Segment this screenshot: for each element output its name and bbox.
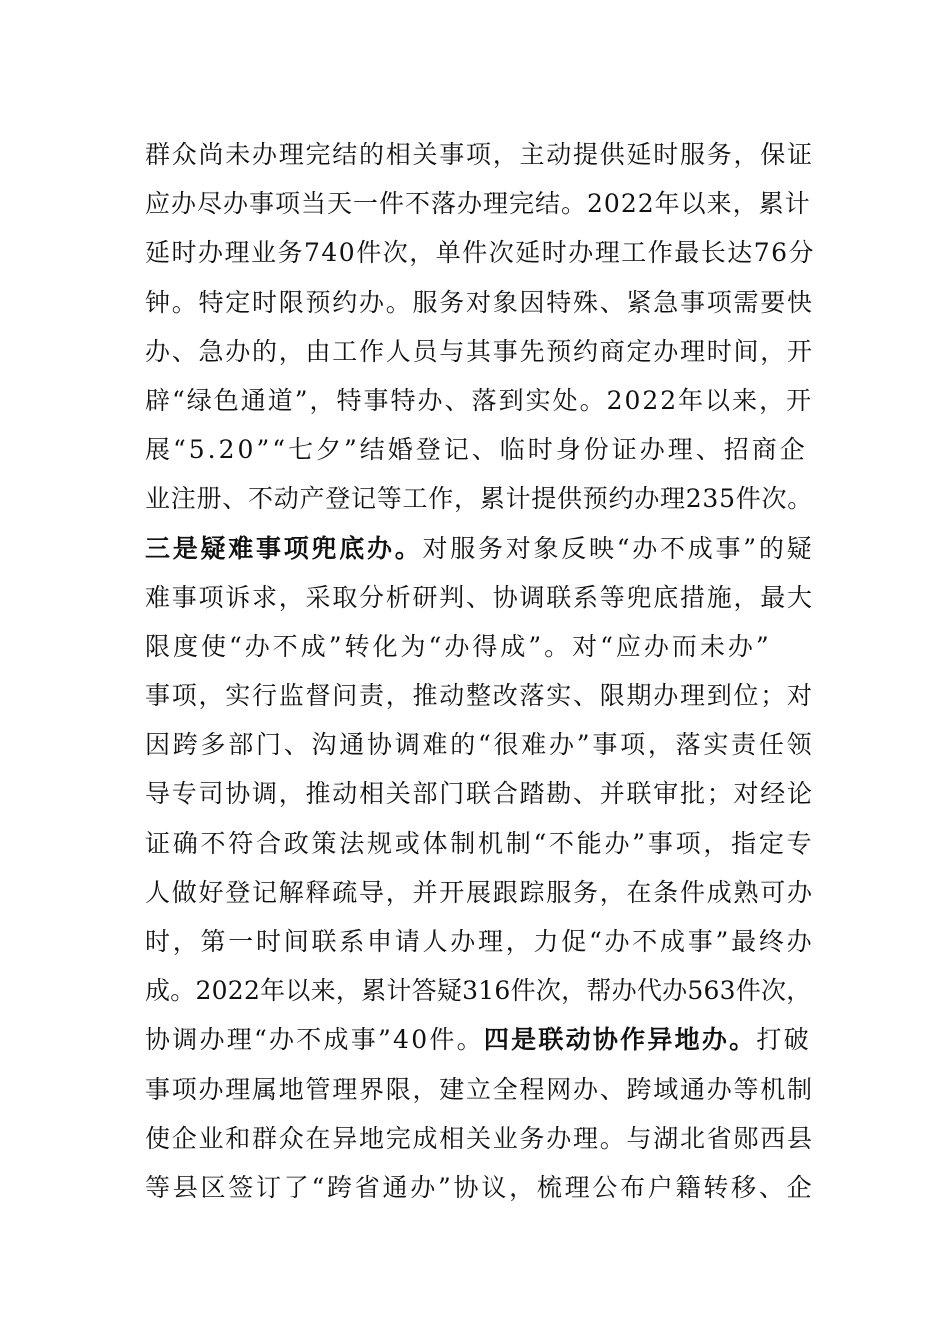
text-line [145,917,815,966]
body-text-segment: 等县区签订了“跨省通办”协议，梳理公布户籍转移、企 [145,1172,815,1202]
bold-heading-text: 四是联动协作异地办。 [483,1025,757,1055]
text-line [145,720,815,769]
body-text-segment: 打破 [756,1025,811,1055]
text-line [145,425,815,474]
body-text-segment: 时，第一时间联系申请人办理，力促“办不成事”最终办 [145,927,815,956]
body-text-segment: 成。2022年以来，累计答疑316件次，帮办代办563件次， [145,976,812,1006]
body-text-segment: 辟“绿色通道”，特事特办、落到实处。2022年以来，开 [145,385,814,415]
text-line [145,573,815,622]
text-line [145,868,815,917]
body-text-segment: 办、急办的，由工作人员与其事先预约商定办理时间，开 [145,336,814,366]
text-line [145,1065,815,1114]
text-line [145,474,815,523]
body-text-segment: 事项办理属地管理界限，建立全程网办、跨域通办等机制 [145,1074,814,1104]
body-text-segment: 人做好登记解释疏导，并开展跟踪服务，在条件成熟可办 [145,877,814,907]
body-text [145,130,815,1212]
body-text-segment: 应办尽办事项当天一件不落办理完结。2022年以来，累计 [145,189,811,219]
body-text-segment: 因跨多部门、沟通协调难的“很难办”事项，落实责任领 [145,730,815,760]
text-line [145,278,815,327]
body-text-segment: 延时办理业务740件次，单件次延时办理工作最长达76分 [145,238,816,268]
text-line [145,1015,815,1064]
text-line [145,130,815,179]
body-text-segment: 协调办理“办不成事”40件。 [145,1025,484,1055]
text-line [145,376,815,425]
bold-heading-text: 三是疑难事项兜底办。 [145,533,423,563]
text-line [145,966,815,1015]
body-text-segment: 群众尚未办理完结的相关事项，主动提供延时服务，保证 [145,140,814,169]
body-text-segment: 业注册、不动产登记等工作，累计提供预约办理235件次。 [145,484,813,514]
text-line [145,1114,815,1163]
text-line [145,819,815,868]
text-line [145,179,815,228]
text-line [145,622,815,671]
body-text-segment: 导专司协调，推动相关部门联合踏勘、并联审批；对经论 [145,779,814,809]
body-text-segment: 事项，实行监督问责，推动整改落实、限期办理到位；对 [145,681,814,711]
body-text-segment: 钟。特定时限预约办。服务对象因特殊、紧急事项需要快 [145,287,814,317]
text-line [145,1163,815,1212]
body-text-segment: 使企业和群众在异地完成相关业务办理。与湖北省郧西县 [145,1123,814,1153]
text-line [145,671,815,720]
body-text-segment: 证确不符合政策法规或体制机制“不能办”事项，指定专 [145,828,815,858]
body-text-segment: 展“5.20”“七夕”结婚登记、临时身份证办理、招商企 [145,435,808,465]
body-text-segment: 对服务对象反映“办不成事”的疑 [422,533,815,563]
text-line [145,769,815,818]
body-text-segment: 难事项诉求，采取分析研判、协调联系等兜底措施，最大 [145,582,814,612]
text-line [145,228,815,277]
body-text-segment: 限度使“办不成”转化为“办得成”。对“应办而未办” [145,631,772,661]
text-line [145,524,815,573]
text-line [145,327,815,376]
